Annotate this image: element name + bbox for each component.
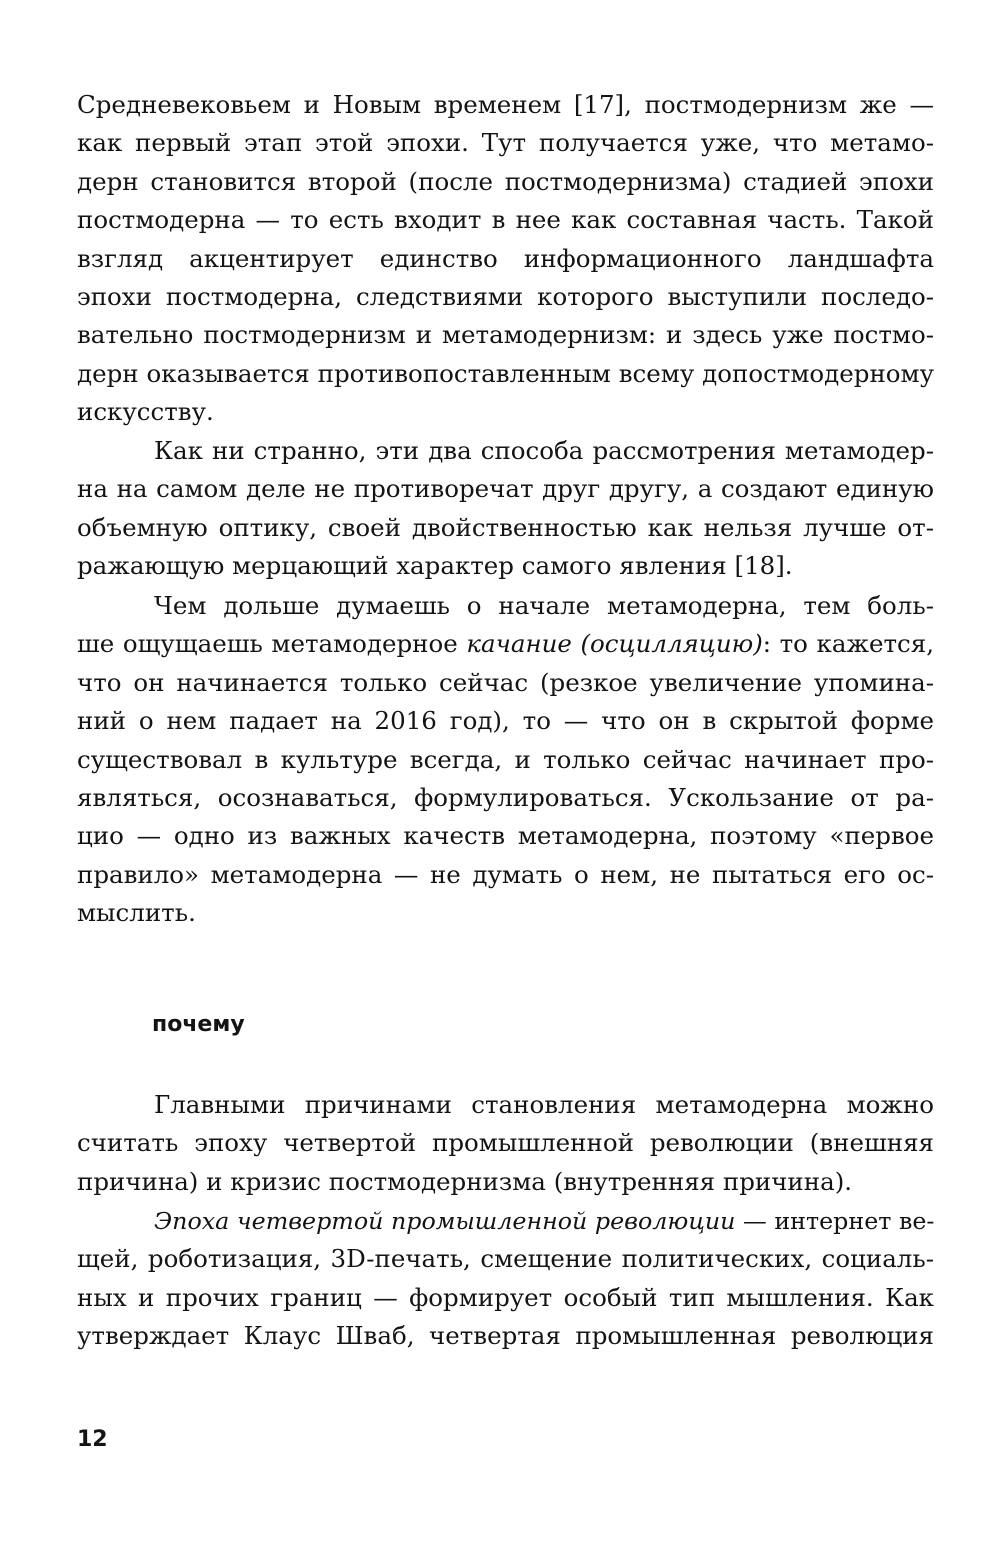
text-line: дерн становится второй (после постмодернизма) стадией эпохи — [77, 166, 934, 196]
italic-term: качание (осцилляцию) — [466, 629, 763, 659]
text-line: ражающую мерцающий характер самого явления [18]. — [77, 551, 793, 581]
text-fragment: — интернет ве- — [735, 1207, 935, 1235]
paragraph-3 — [77, 587, 934, 933]
text-line: что он начинается только сейчас (резкое увеличение упомина- — [77, 667, 934, 697]
page-number: 12 — [77, 1427, 108, 1452]
text-line: как первый этап этой эпохи. Тут получается уже, что метамо- — [77, 128, 934, 158]
text-line: цио — одно из важных качеств метамодерна, поэтому «первое — [77, 821, 934, 851]
text-line: эпохи постмодерна, следствиями которого выступили последо- — [77, 282, 934, 312]
text-line: ний о нем падает на 2016 год), то — что он в скрытой форме — [77, 706, 934, 736]
text-line: искусству. — [77, 397, 214, 427]
text-line: дерн оказывается противопоставленным всему допостмодерному — [77, 358, 934, 388]
text-fragment: ше ощущаешь метамодерное — [77, 629, 467, 659]
paragraph-1 — [77, 86, 934, 432]
text-line: утверждает Клаус Шваб, четвертая промышленная революция — [77, 1321, 934, 1351]
paragraph-5 — [77, 1202, 934, 1356]
text-line: правило» метамодерна — не думать о нем, не пытаться его ос- — [77, 859, 934, 889]
text-line — [77, 1202, 934, 1240]
paragraph-2 — [77, 432, 934, 586]
text-line: Главными причинами становления метамодерна можно — [154, 1090, 934, 1119]
paragraph-4 — [77, 1086, 934, 1201]
text-line: Средневековьем и Новым временем [17], постмодернизм же — — [77, 90, 934, 119]
text-line: вательно постмодернизм и метамодернизм: и здесь уже постмо- — [77, 320, 934, 350]
text-line: на на самом деле не противоречат друг другу, а создают единую — [77, 474, 934, 504]
text-line — [77, 625, 934, 663]
italic-term: Эпоха четвертой промышленной революции — [154, 1207, 736, 1235]
text-fragment: : то кажется, — [762, 629, 934, 659]
text-line: щей, роботизация, 3D-печать, смещение политических, социаль- — [77, 1244, 934, 1274]
text-line: объемную оптику, своей двойственностью как нельзя лучше от- — [77, 512, 934, 542]
text-line: постмодерна — то есть входит в нее как составная часть. Такой — [77, 205, 934, 235]
text-line: являться, осознаваться, формулироваться. Ускользание от ра- — [77, 783, 934, 813]
text-line: мыслить. — [77, 898, 196, 928]
text-line: причина) и кризис постмодернизма (внутренняя причина). — [77, 1166, 853, 1196]
text-line: взгляд акцентирует единство информационного ландшафта — [77, 243, 934, 273]
text-line: ных и прочих границ — формирует особый тип мышления. Как — [77, 1282, 934, 1312]
text-line: существовал в культуре всегда, и только сейчас начинает про- — [77, 744, 934, 774]
text-line: Чем дольше думаешь о начале метамодерна, тем боль- — [154, 591, 934, 620]
text-line: Как ни странно, эти два способа рассмотрения метамодер- — [154, 436, 934, 465]
text-line: считать эпоху четвертой промышленной революции (внешняя — [77, 1128, 934, 1158]
section-heading: почему — [152, 1012, 245, 1037]
